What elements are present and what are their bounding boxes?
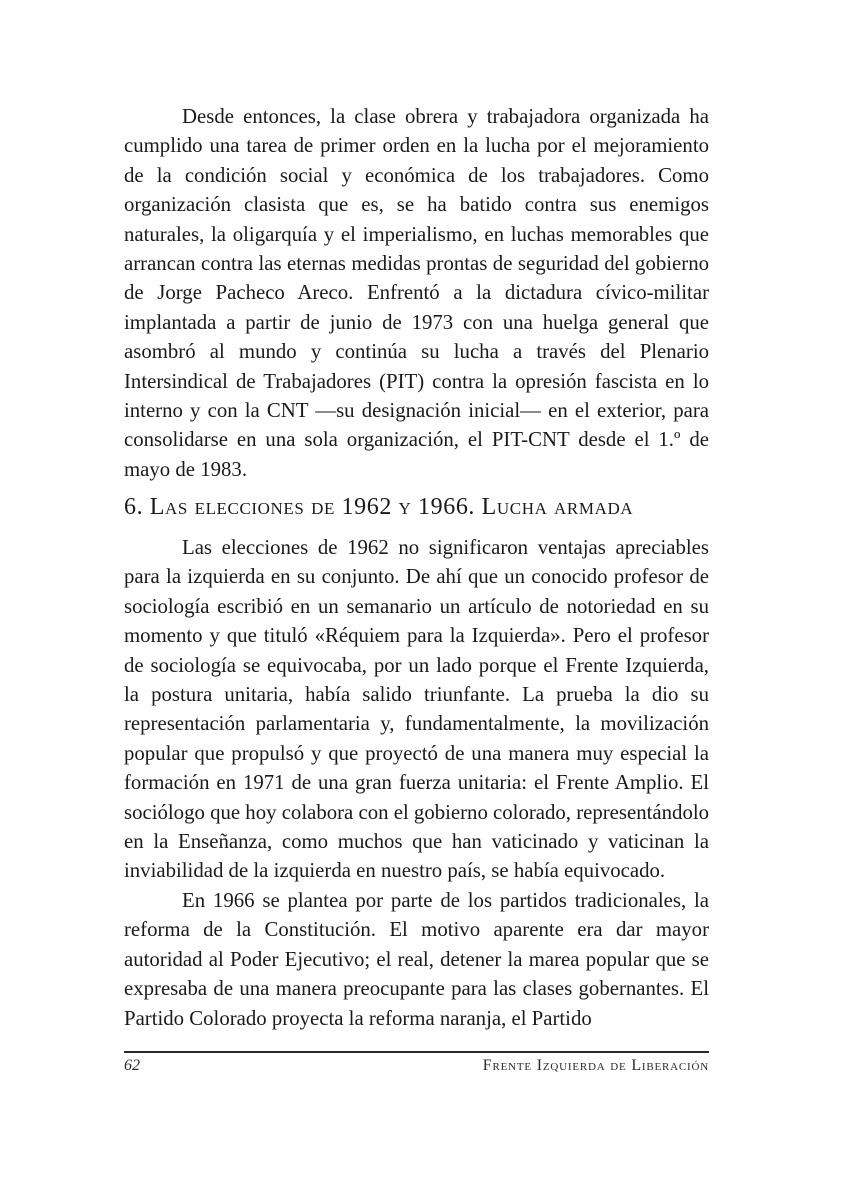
page-number: 62 — [124, 1057, 140, 1074]
footer-rule — [124, 1051, 709, 1053]
running-title: Frente Izquierda de Liberación — [482, 1057, 709, 1074]
page-footer — [124, 1056, 709, 1080]
intro-paragraph: Desde entonces, la clase obrera y trabajadora organizada ha cumplido una tarea de primer orden en la lucha por el mejoramiento de la condición social y económica de los trabajadores. Como organización clasista que es, se ha batido contra sus enemigos naturales, la oligarquía y el imperialismo, en luchas memorables que arrancan contra las eternas medidas prontas de seguridad del gobierno de Jorge Pacheco Areco. Enfrentó a la dictadura cívico-militar implantada a partir de junio de 1973 con una huelga general que asombró al mundo y continúa su lucha a través del Plenario Intersindical de Trabajadores (PIT) contra la opresión fascista en lo interno y con la CNT —su designación inicial— en el exterior, para consolidarse en una sola organización, el PIT-CNT desde el 1.º de mayo de 1983. — [124, 105, 709, 481]
section-heading: 6. Las elecciones de 1962 y 1966. Lucha armada — [124, 494, 634, 520]
section-paragraph-1: Las elecciones de 1962 no significaron ventajas apreciables para la izquierda en su conjunto. De ahí que un conocido profesor de sociología escribió en un semanario un artículo de notoriedad en su momento y que tituló «Réquiem para la Izquierda». Pero el profesor de sociología se equivocaba, por un lado porque el Frente Izquierda, la postura unitaria, había salido triunfante. La prueba la dio su representación parlamentaria y, fundamentalmente, la movilización popular que propulsó y que proyectó de una manera muy especial la formación en 1971 de una gran fuerza unitaria: el Frente Amplio. El sociólogo que hoy colabora con el gobierno colorado, representándolo en la Enseñanza, como muchos que han vaticinado y vaticinan la inviabilidad de la izquierda en nuestro país, se había equivocado. — [124, 536, 710, 883]
section-body — [124, 533, 709, 1033]
body-text — [124, 102, 709, 484]
section-paragraph-2: En 1966 se plantea por parte de los partidos tradicionales, la reforma de la Constitución. El motivo aparente era dar mayor autoridad al Poder Ejecutivo; el real, detener la marea popular que se expresaba de una manera preocupante para las clases gobernantes. El Partido Colorado proyecta la reforma naranja, el Partido — [124, 888, 709, 1030]
